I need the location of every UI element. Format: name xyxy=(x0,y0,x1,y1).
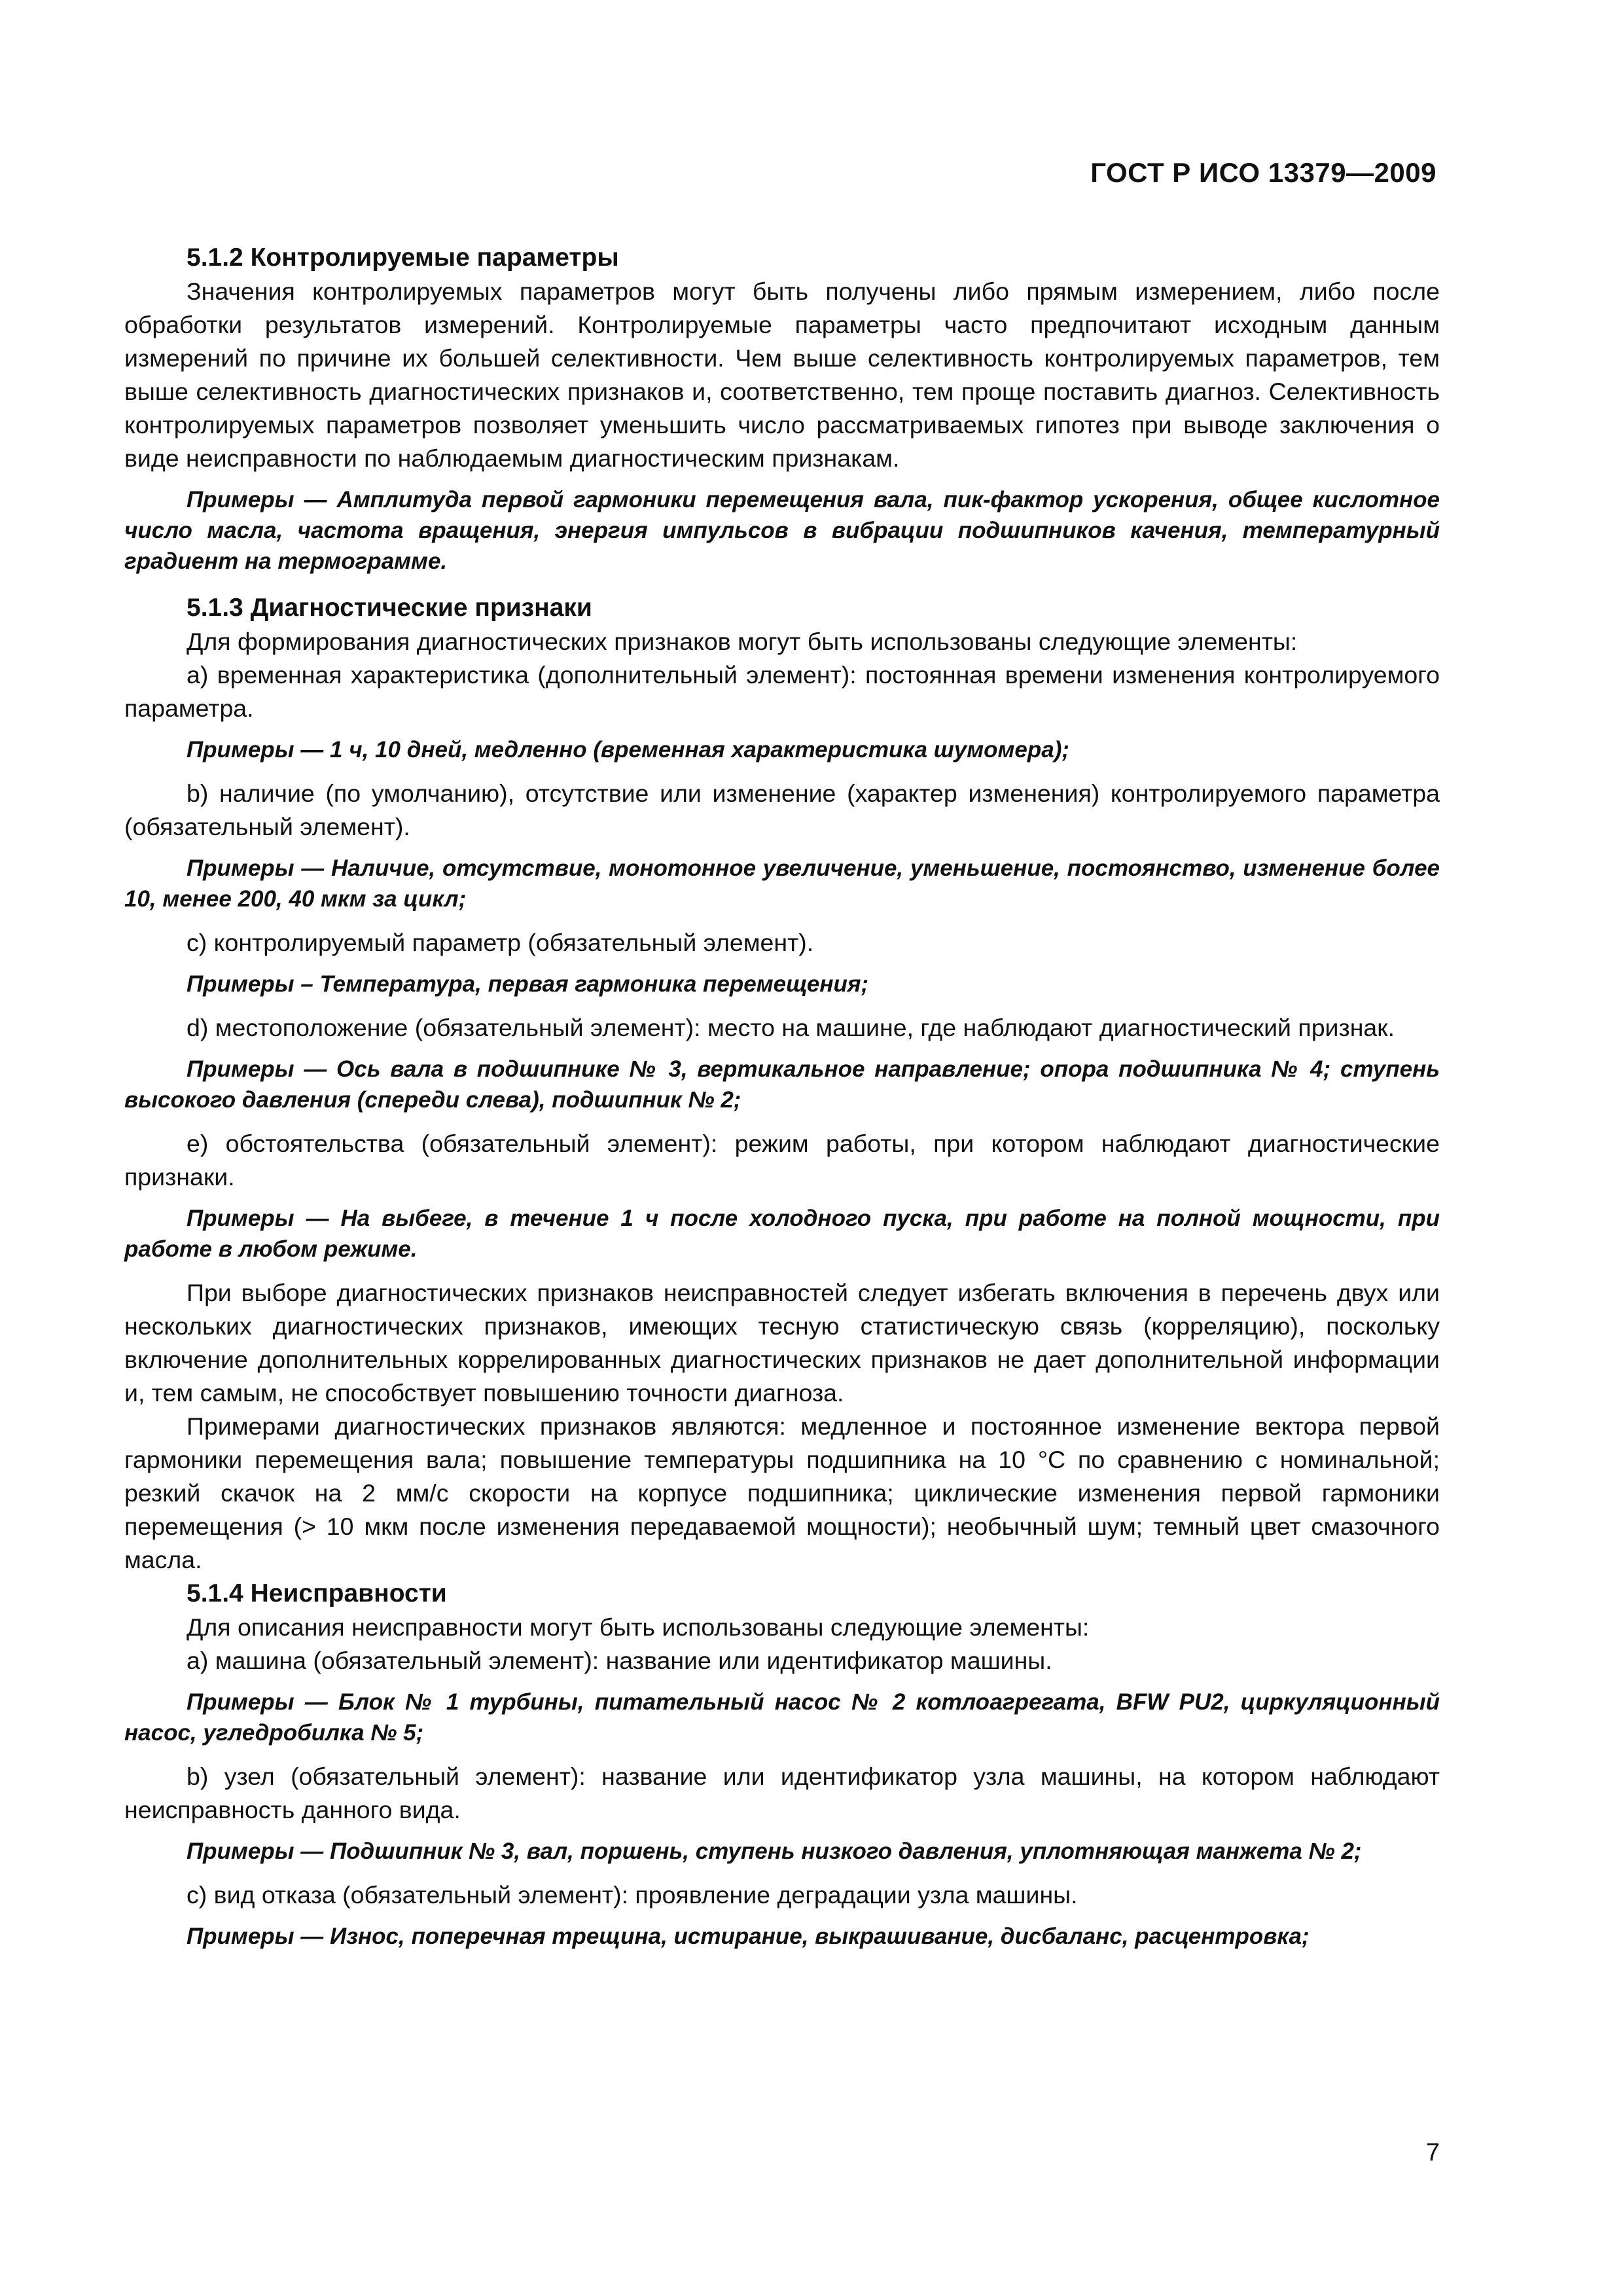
example-note: Примеры — Наличие, отсутствие, монотонное увеличение, уменьшение, постоянство, изменение более 10, менее 200, 40 мкм за цикл; xyxy=(124,855,1440,912)
list-item: а) машина (обязательный элемент): название или идентификатор машины. xyxy=(187,1647,1052,1674)
paragraph: Для формирования диагностических признаков могут быть использованы следующие элементы: xyxy=(187,628,1298,655)
list-item: b) наличие (по умолчанию), отсутствие или изменение (характер изменения) контролируемого параметра (обязательный элемент). xyxy=(124,780,1440,840)
list-item: с) вид отказа (обязательный элемент): проявление деградации узла машины. xyxy=(187,1881,1078,1909)
list-item: с) контролируемый параметр (обязательный элемент). xyxy=(187,929,814,956)
example-note: Примеры — Износ, поперечная трещина, истирание, выкрашивание, дисбаланс, расцентровка; xyxy=(187,1924,1310,1949)
paragraph: Для описания неисправности могут быть использованы следующие элементы: xyxy=(187,1613,1090,1641)
list-item: а) временная характеристика (дополнительный элемент): постоянная времени изменения контролируемого параметра. xyxy=(124,661,1440,722)
page-number: 7 xyxy=(1425,2139,1440,2166)
section-heading-5-1-4: 5.1.4 Неисправности xyxy=(187,1579,447,1607)
page-content xyxy=(124,241,1440,1964)
list-item: е) обстоятельства (обязательный элемент): режим работы, при котором наблюдают диагностические признаки. xyxy=(124,1130,1440,1191)
section-heading-5-1-2: 5.1.2 Контролируемые параметры xyxy=(187,243,619,272)
example-note: Примеры – Температура, первая гармоника перемещения; xyxy=(187,971,869,997)
document-code: ГОСТ Р ИСО 13379—2009 xyxy=(1090,157,1436,188)
example-note: Примеры — Блок № 1 турбины, питательный насос № 2 котлоагрегата, BFW PU2, циркуляционный насос, угледробилка № 5; xyxy=(124,1689,1440,1746)
paragraph: Значения контролируемых параметров могут быть получены либо прямым измерением, либо после обработки результатов измерений. Контролируемые параметры часто предпочитают исходным данным измерений по причине их большей селективности. Чем выше селективность контролируемых параметров, тем выше селективность диагностических признаков и, соответственно, тем проще поставить диагноз. Селективность контролируемых параметров позволяет уменьшить число рассматриваемых гипотез при выводе заключения о виде неисправности по наблюдаемым диагностическим признакам. xyxy=(124,278,1440,472)
paragraph: При выборе диагностических признаков неисправностей следует избегать включения в перечень двух или нескольких диагностических признаков, имеющих тесную статистическую связь (корреляцию), поскольку включение дополнительных коррелированных диагностических признаков не дает дополнительной информации и, тем самым, не способствует повышению точности диагноза. xyxy=(124,1279,1440,1407)
list-item: b) узел (обязательный элемент): название или идентификатор узла машины, на котором наблюдают неисправность данного вида. xyxy=(124,1763,1440,1823)
section-heading-5-1-3: 5.1.3 Диагностические признаки xyxy=(187,594,592,622)
example-note: Примеры — Подшипник № 3, вал, поршень, ступень низкого давления, уплотняющая манжета № 2; xyxy=(187,1839,1362,1864)
example-note: Примеры — На выбеге, в течение 1 ч после холодного пуска, при работе на полной мощности, при работе в любом режиме. xyxy=(124,1206,1440,1262)
example-note: Примеры — Ось вала в подшипнике № 3, вертикальное направление; опора подшипника № 4; ступень высокого давления (спереди слева), подшипник № 2; xyxy=(124,1056,1440,1113)
paragraph: Примерами диагностических признаков являются: медленное и постоянное изменение вектора первой гармоники перемещения вала; повышение температуры подшипника на 10 °С по сравнению с номинальной; резкий скачок на 2 мм/с скорости на корпусе подшипника; циклические изменения первой гармоники перемещения (> 10 мкм после изменения передаваемой мощности); необычный шум; темный цвет смазочного масла. xyxy=(124,1412,1440,1573)
example-note: Примеры — Амплитуда первой гармоники перемещения вала, пик-фактор ускорения, общее кислотное число масла, частота вращения, энергия импульсов в вибрации подшипников качения, температурный градиент на термограмме. xyxy=(124,487,1440,574)
list-item: d) местоположение (обязательный элемент): место на машине, где наблюдают диагностический признак. xyxy=(187,1014,1395,1041)
example-note: Примеры — 1 ч, 10 дней, медленно (временная характеристика шумомера); xyxy=(187,737,1070,762)
